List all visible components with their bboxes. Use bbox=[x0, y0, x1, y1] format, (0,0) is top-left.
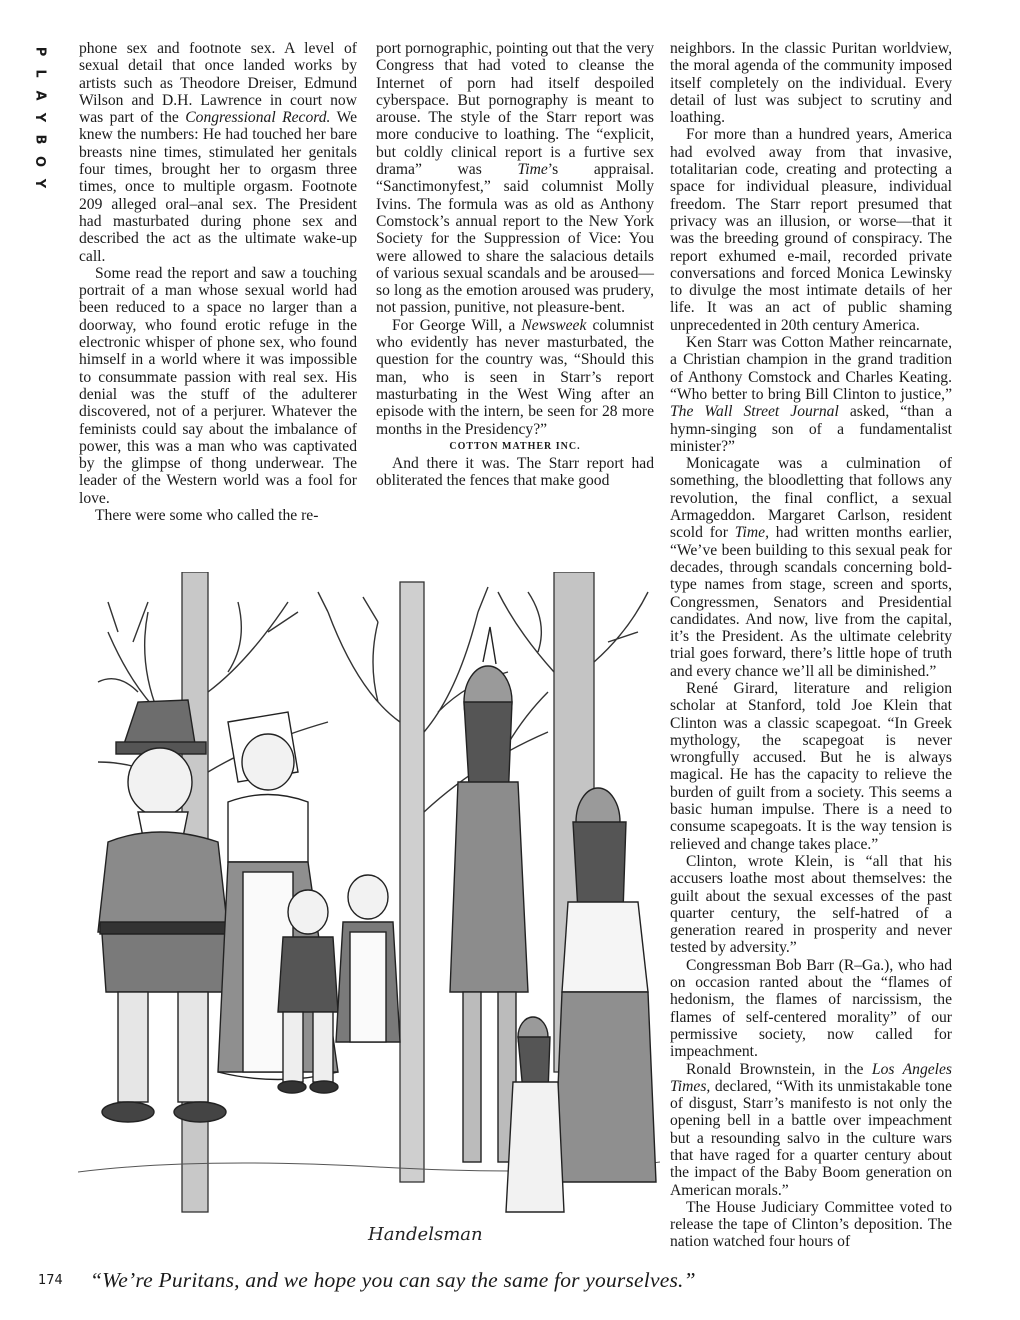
sidebar-letter: Y bbox=[32, 112, 48, 123]
paragraph bbox=[670, 334, 952, 455]
sidebar-letter: O bbox=[32, 155, 48, 168]
sidebar-letter: A bbox=[32, 90, 48, 101]
cartoon-signature: Handelsman bbox=[368, 1224, 483, 1245]
text: columnist who evidently has never masturbated, the question for the country was, “Should this man, who is seen in Starr’s report masturbating in the West Wing after an episode with the intern, be seen for 28 more months in the Presidency?” bbox=[376, 316, 655, 438]
italic-text: Time bbox=[517, 161, 548, 179]
text: had written months earlier, “We’ve been building to this sexual peak for decades, through scandals concerning bold-type names from stage, screen and sports, Congressmen, Senators and Presidential candidates. And now, live from the capital, it’s the President. As the ultimate celebrity trial goes forward, there’s little hope of truth and every chance we’ll all be diminished.” bbox=[670, 524, 952, 680]
paragraph bbox=[376, 40, 654, 317]
italic-text: Newsweek bbox=[521, 316, 587, 334]
cartoon-caption: “We’re Puritans, and we hope you can say the same for yourselves.” bbox=[90, 1268, 696, 1292]
text: Monicagate was a culmination of something, the bloodletting that follows any revolution, the final conflict, a sexual Armageddon. Margaret Carlson, resident scold for bbox=[670, 455, 952, 542]
paragraph: The House Judiciary Committee voted to release the tape of Clinton’s deposition. The nation watched four hours of bbox=[670, 1198, 952, 1251]
paragraph: Clinton, wrote Klein, is “all that his accusers loathe most about themselves: the guilt about the sexual excesses of the past quarter century, the self-hatred of a generation reared in prosperity and never tested by adversity.” bbox=[670, 852, 952, 957]
paragraph bbox=[79, 40, 357, 265]
paragraph bbox=[670, 455, 952, 680]
text: port pornographic, pointing out that the very Congress that had voted to cleanse the Internet of porn had itself despoiled cyberspace. But pornography is meant to arouse. The style of the Starr report was more conducive to loathing. The “explicit, but coldly clinical report is a furtive sex drama” was bbox=[376, 40, 654, 179]
column-2 bbox=[376, 40, 654, 490]
column-1 bbox=[79, 40, 357, 524]
paragraph bbox=[376, 317, 654, 438]
text: declared, “With its unmistakable tone of disgust, Starr’s manifesto is not only the opening bell in a battle over impeachment but a resounding salvo in the culture wars that have raged for a quarter century about the impact of the Baby Boom generation on American morals.” bbox=[670, 1077, 952, 1199]
paragraph: There were some who called the re- bbox=[95, 507, 319, 525]
cartoon-illustration bbox=[78, 572, 660, 1262]
page-number: 174 bbox=[38, 1273, 63, 1288]
text: phone sex and footnote sex. A level of sexual detail that once landed works by artists such as Theodore Dreiser, Edmund Wilson and D.H. Lawrence in court now was part of the bbox=[79, 40, 357, 127]
text: Ken Starr was Cotton Mather reincarnate, a Christian champion in the grand tradition of Anthony Comstock and Charles Keating. “Who better to bring Bill Clinton to justice,” bbox=[670, 334, 952, 403]
section-subhead: COTTON MATHER INC. bbox=[449, 440, 581, 452]
paragraph: neighbors. In the classic Puritan worldview, the moral agenda of the community imposed itself completely on the individual. Every detail of lust was subject to scrutiny and loathing. bbox=[670, 40, 952, 127]
paragraph: René Girard, literature and religion scholar at Stanford, told Joe Klein that Clinton was a classic scapegoat. “In Greek mythology, the scapegoat is never wrongfully accused. But he is always magical. He has the capacity to relieve the burden of guilt from a society. This seems a basic human impulse. There is a need to consume scapegoats. It is the way tension is relieved and change takes place.” bbox=[670, 679, 952, 853]
paragraph: Congressman Bob Barr (R–Ga.), who had on occasion ranted about the “flames of hedonism, the flames of narcissism, the flames of self-centered morality” of our permissive society, now called for impeachment. bbox=[670, 956, 952, 1061]
paragraph: And there it was. The Starr report had obliterated the fences that make good bbox=[376, 455, 654, 490]
paragraph: Some read the report and saw a touching portrait of a man whose sexual world had been reduced to a space no larger than a doorway, who found erotic refuge in the electronic whisper of phone sex, who found himself in a world where it was impossible to consummate passion with real sex. His denial was the stuff of the adulterer discovered, not of a perjurer. Whatever the feminists could say about the imbalance of power, this was a man who was captivated by the glimpse of thong underwear. The leader of the Western world was a fool for love. bbox=[79, 264, 357, 507]
text: For George Will, a bbox=[392, 316, 522, 334]
playboy-sidebar bbox=[28, 44, 52, 198]
text: ’s appraisal. “Sanctimonyfest,” said columnist Molly Ivins. The formula was as old as Anthony Comstock’s annual report to the New York Society for the Suppression of Vice: You were allowed to share the salacious details of various sexual scandals and be aroused—so long as the emotion aroused was prudery, not passion, punitive, not pleasure-bent. bbox=[376, 161, 654, 317]
italic-text: Los Angeles Times, bbox=[670, 1060, 952, 1095]
sidebar-letter: P bbox=[32, 46, 48, 57]
italic-text: Congressional Record. bbox=[185, 109, 331, 127]
column-3 bbox=[670, 40, 952, 1251]
text: We knew the numbers: He had touched her bare breasts nine times, stimulated her genitals four times, brought her to orgasm three times, once to multiple orgasm. Footnote 209 alleged oral–anal sex. The President had masturbated during phone sex and described the act as the ultimate wake-up call. bbox=[79, 109, 357, 265]
sidebar-letter: L bbox=[32, 69, 48, 78]
italic-text: Time, bbox=[734, 524, 769, 542]
paragraph bbox=[670, 1061, 952, 1199]
text: asked, “than a hymn-singing son of a fundamentalist minister?” bbox=[670, 403, 952, 455]
sidebar-letter: B bbox=[32, 134, 48, 145]
italic-text: The Wall Street Journal bbox=[670, 403, 839, 421]
sidebar-letter: Y bbox=[32, 178, 48, 189]
paragraph: For more than a hundred years, America had evolved away from that invasive, totalitarian code, creating and protecting a space for individual pleasure, individual freedom. The Starr report presumed that privacy was an illusion, or worse—that it was the breeding ground of conspiracy. The report exhumed e-mail, recorded private conversations and forced Monica Lewinsky to divulge the most intimate details of her life. It was an act of public shaming unprecedented in 20th century America. bbox=[670, 126, 952, 334]
text: Ronald Brownstein, in the bbox=[686, 1060, 872, 1078]
